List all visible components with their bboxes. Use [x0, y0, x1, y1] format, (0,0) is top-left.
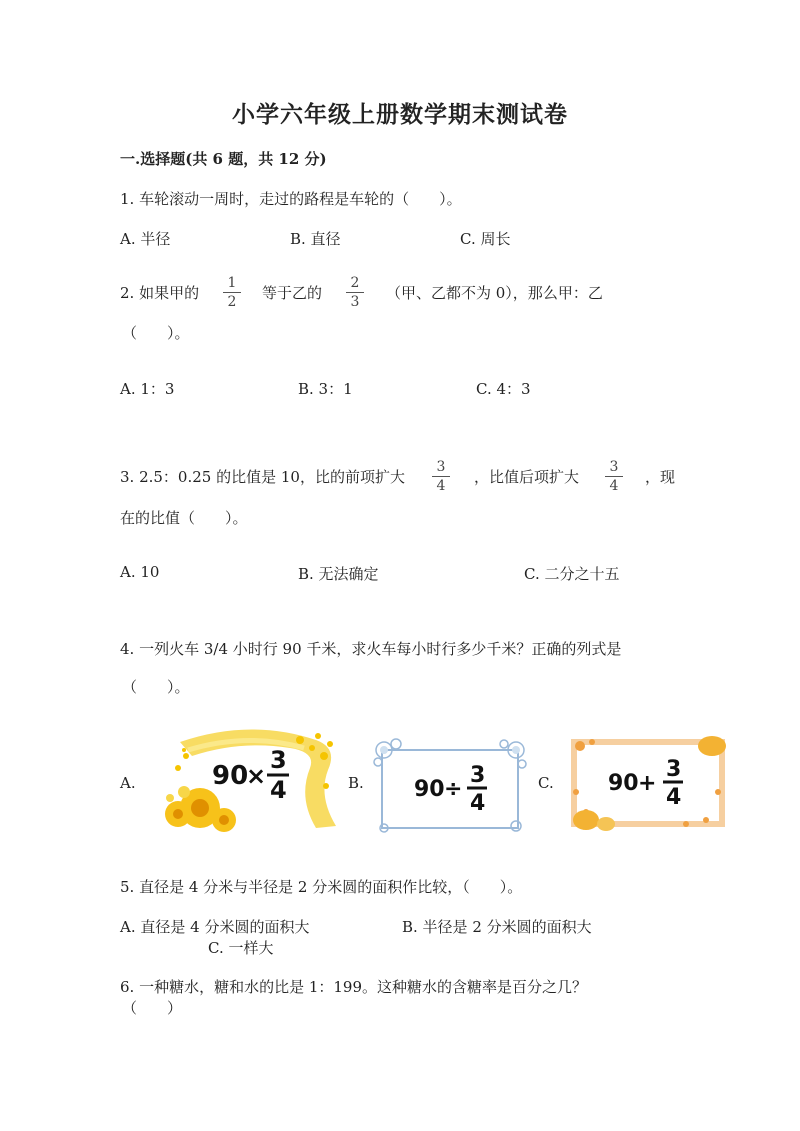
fraction-denominator: 4 — [436, 478, 446, 494]
formula-c-operator: + — [638, 771, 657, 796]
formula-a-denominator: 4 — [270, 776, 287, 804]
formula-b-number: 90 — [414, 777, 445, 802]
question-4-option-c-image[interactable] — [566, 732, 728, 832]
fraction-denominator: 2 — [227, 294, 237, 310]
question-3-text-line2: 在的比值（ ）。 — [120, 509, 248, 527]
question-4-answer-blank: （ ）。 — [122, 678, 190, 696]
fraction-bar — [346, 292, 364, 293]
question-1-option-a[interactable]: A. 半径 — [120, 230, 171, 248]
question-2-option-a[interactable]: A. 1：3 — [120, 380, 175, 398]
fraction-bar — [605, 476, 623, 477]
question-2-text-part3: （甲、乙都不为 0），那么甲：乙 — [386, 284, 603, 302]
question-3-fraction-1 — [430, 459, 452, 494]
formula-c-number: 90 — [608, 771, 639, 796]
formula-b-operator: ÷ — [444, 777, 463, 802]
formula-c-numerator: 3 — [666, 757, 682, 782]
question-5-text: 5. 直径是 4 分米与半径是 2 分米圆的面积作比较，（ ）。 — [120, 878, 523, 896]
fraction-bar — [432, 476, 450, 477]
question-1-option-c[interactable]: C. 周长 — [460, 230, 511, 248]
question-4-option-a-label[interactable]: A. — [120, 774, 136, 792]
question-2-answer-blank: （ ）。 — [122, 324, 190, 342]
formula-c-denominator: 4 — [666, 785, 682, 810]
question-2-option-c[interactable]: C. 4：3 — [476, 380, 531, 398]
question-2-option-b[interactable]: B. 3：1 — [298, 380, 353, 398]
fraction-denominator: 3 — [350, 294, 360, 310]
question-3-option-a[interactable]: A. 10 — [120, 563, 160, 581]
fraction-denominator: 4 — [609, 478, 619, 494]
formula-b-numerator: 3 — [470, 763, 486, 788]
question-3-text-part1: 3. 2.5：0.25 的比值是 10，比的前项扩大 — [120, 468, 405, 486]
page-title: 小学六年级上册数学期末测试卷 — [232, 101, 568, 128]
flower-frame-icon — [140, 722, 348, 834]
question-4-option-b-label[interactable]: B. — [348, 774, 364, 792]
question-2-fraction-2 — [344, 275, 366, 310]
formula-a-number: 90 — [212, 761, 249, 791]
formula-b-denominator: 4 — [470, 791, 486, 816]
fraction-numerator: 1 — [227, 275, 237, 291]
question-3-text-part2: ，比值后项扩大 — [474, 468, 580, 486]
question-5-option-c[interactable]: C. 一样大 — [208, 939, 274, 957]
question-4-option-a-image[interactable] — [140, 722, 348, 834]
question-2-text-part2: 等于乙的 — [262, 284, 323, 302]
question-5-option-a[interactable]: A. 直径是 4 分米圆的面积大 — [120, 918, 310, 936]
question-3-text-part3: ，现 — [645, 468, 676, 486]
leaf-frame-icon — [566, 732, 728, 832]
fraction-numerator: 3 — [609, 459, 619, 475]
question-4-option-c-label[interactable]: C. — [538, 774, 554, 792]
question-6-text: 6. 一种糖水，糖和水的比是 1：199。这种糖水的含糖率是百分之几？ — [120, 978, 588, 996]
question-2-fraction-1 — [221, 275, 243, 310]
question-2-text-part1: 2. 如果甲的 — [120, 284, 200, 302]
formula-a-operator: × — [246, 762, 267, 790]
question-4-text: 4. 一列火车 3/4 小时行 90 千米，求火车每小时行多少千米？正确的列式是 — [120, 640, 622, 658]
formula-a-numerator: 3 — [270, 746, 287, 774]
question-6-answer-blank: （ ） — [122, 999, 183, 1017]
question-4-option-b-image[interactable] — [372, 738, 528, 834]
question-3-fraction-2 — [603, 459, 625, 494]
question-1-option-b[interactable]: B. 直径 — [290, 230, 341, 248]
question-5-option-b[interactable]: B. 半径是 2 分米圆的面积大 — [402, 918, 592, 936]
question-3-option-b[interactable]: B. 无法确定 — [298, 565, 379, 583]
section-heading: 一.选择题(共 6 题，共 12 分) — [120, 150, 327, 168]
bubble-frame-icon — [372, 738, 528, 834]
question-1-text: 1. 车轮滚动一周时，走过的路程是车轮的（ ）。 — [120, 190, 462, 208]
question-3-option-c[interactable]: C. 二分之十五 — [524, 565, 620, 583]
fraction-bar — [223, 292, 241, 293]
fraction-numerator: 2 — [350, 275, 360, 291]
fraction-numerator: 3 — [436, 459, 446, 475]
